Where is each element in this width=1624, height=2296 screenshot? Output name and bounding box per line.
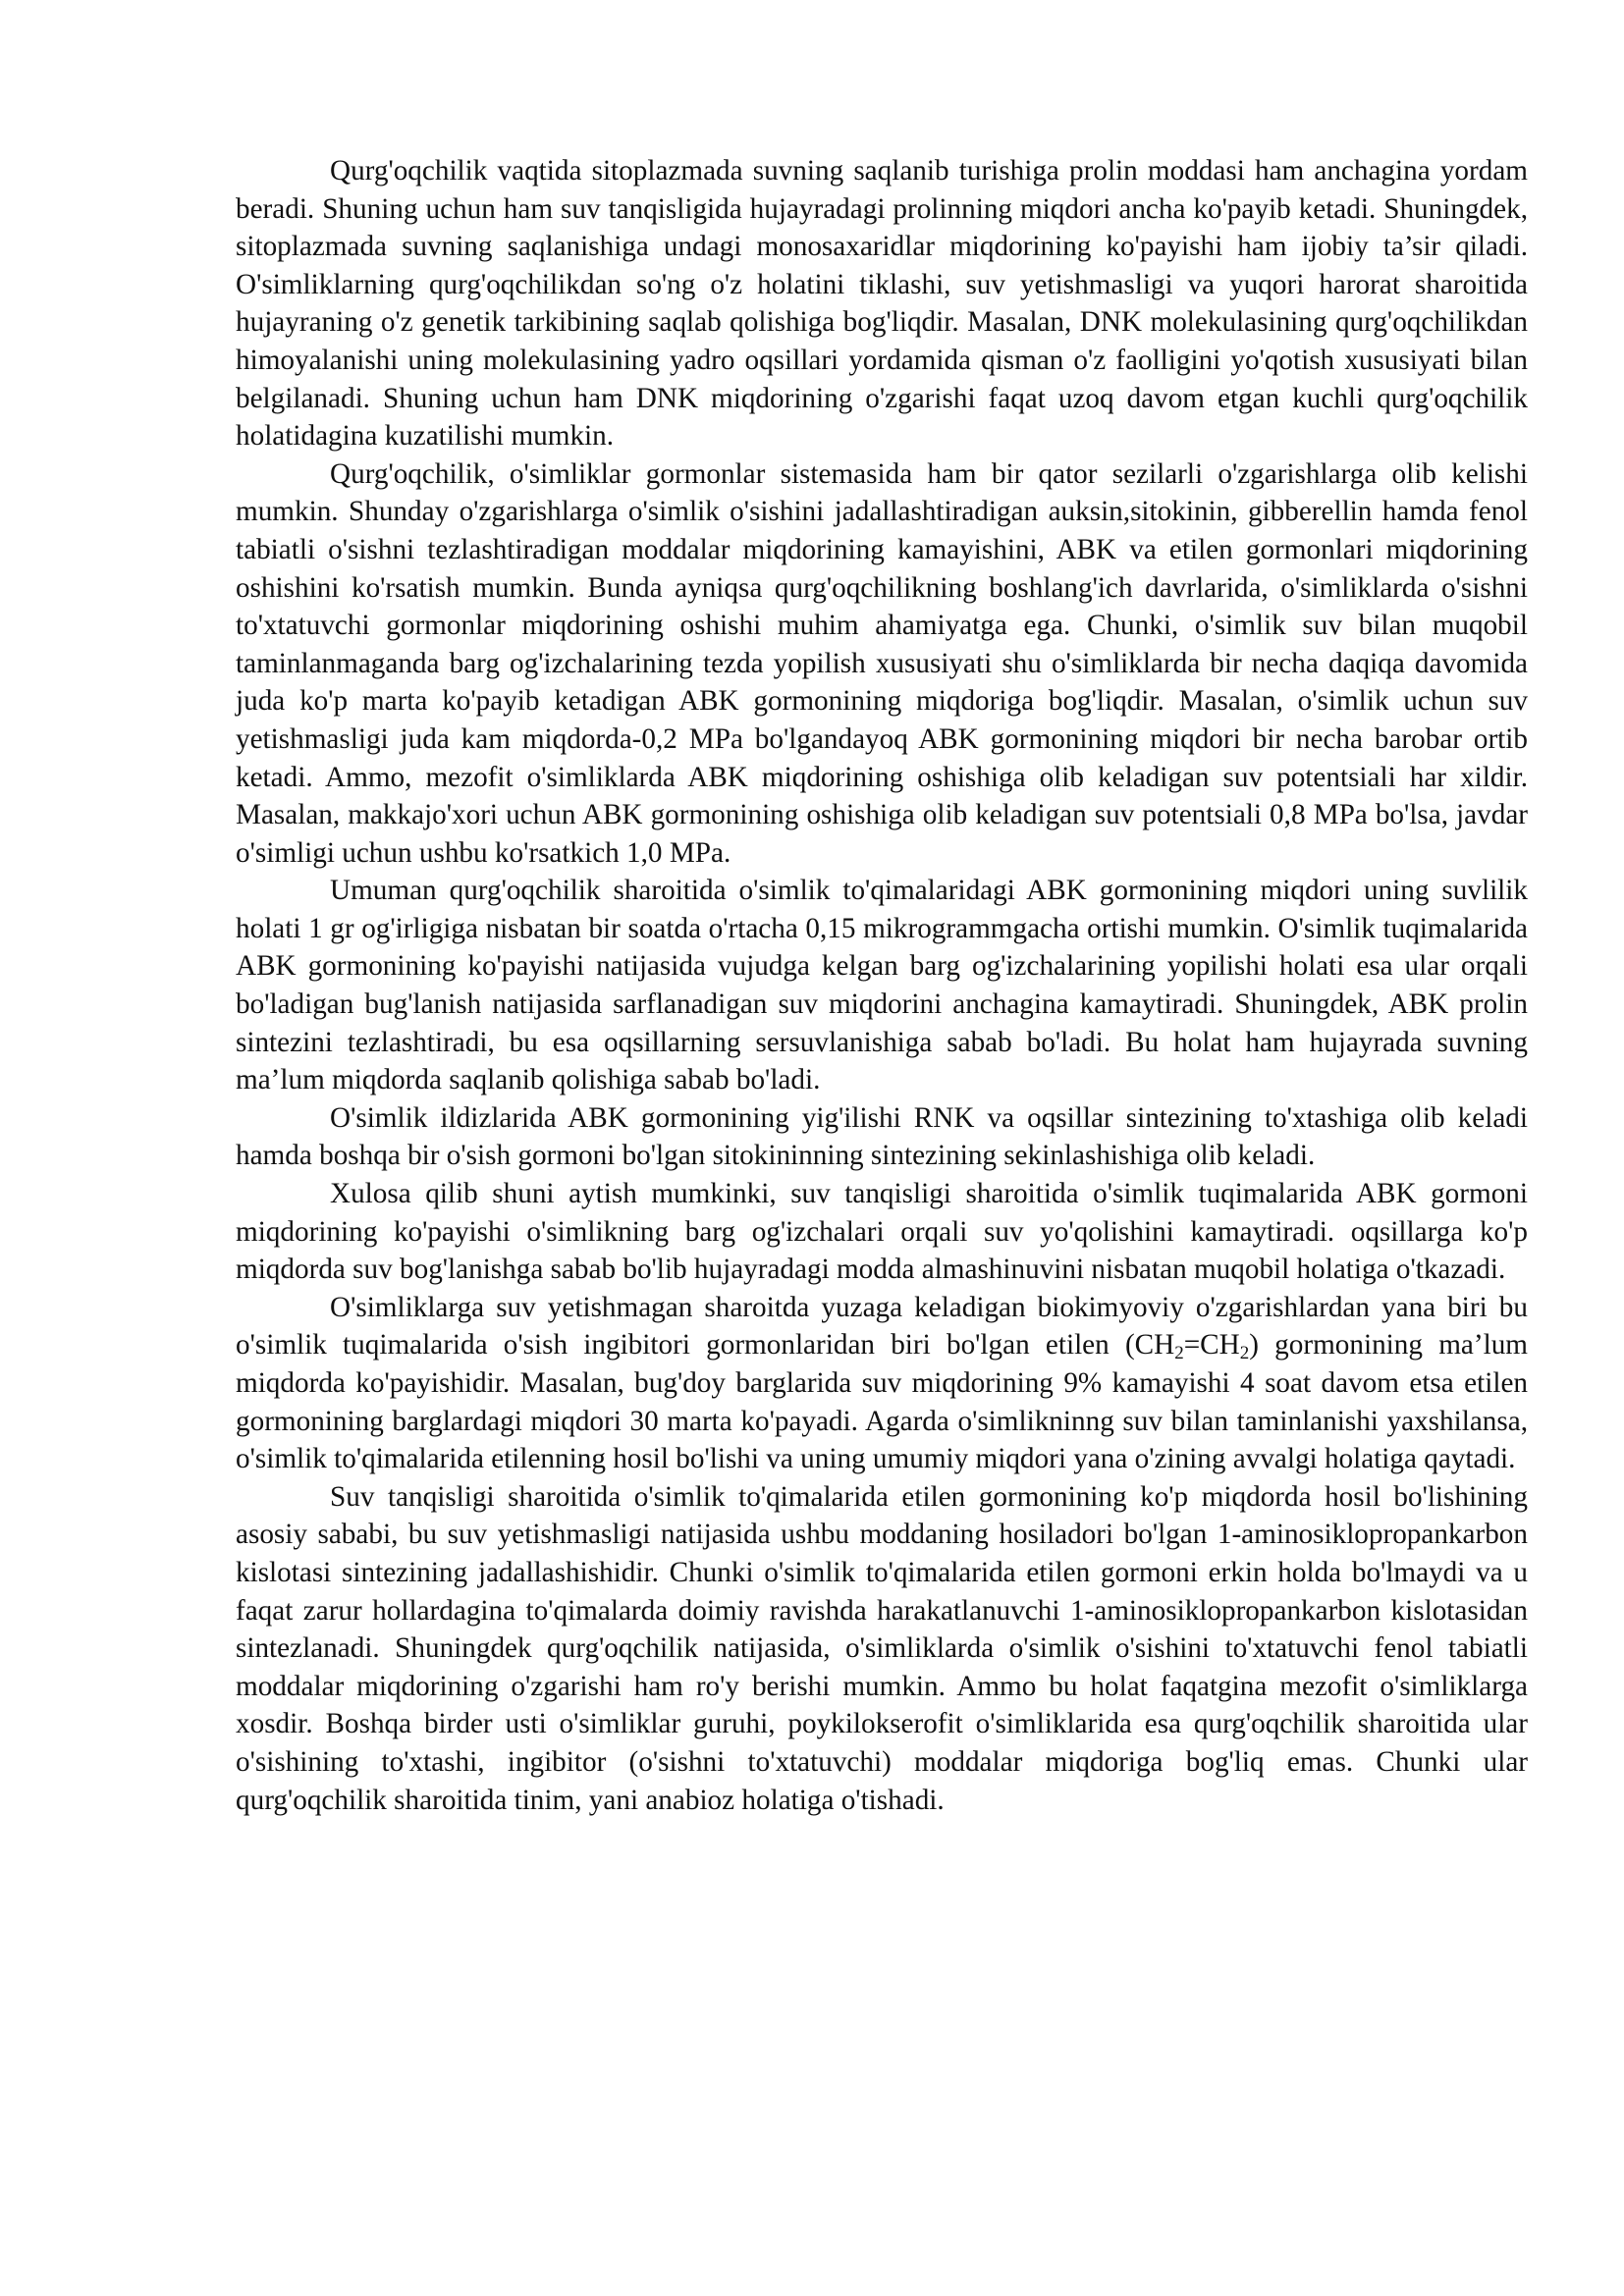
- paragraph-roots: O'simlik ildizlarida ABK gormonining yig'ilishi RNK va oqsillar sintezining to'xtashiga olib keladi hamda boshqa bir o'sish gormoni bo'lgan sitokininning sintezining sekinlashishiga olib keladi.: [236, 1101, 1528, 1172]
- formula-middle: =CH: [1183, 1329, 1240, 1362]
- paragraph-proline: Qurg'oqchilik vaqtida sitoplazmada suvning saqlanib turishiga prolin moddasi ham anchagina yordam beradi. Shuning uchun ham suv tanqisligida hujayradagi prolinning miqdori ancha ko'payib ketadi. Shuningdek, sitoplazmada suvning saqlanishiga undagi monosaxaridlar miqdorining ko'payishi ham ijobiy ta’sir qiladi. O'simliklarning qurg'oqchilikdan so'ng o'z holatini tiklashi, suv yetishmasligi va yuqori harorat sharoitida hujayraning o'z genetik tarkibining saqlab qolishiga bog'liqdir. Masalan, DNK molekulasining qurg'oqchilikdan himoyalanishi uning molekulasining yadro oqsillari yordamida qisman o'z faolligini yo'qotish xususiyati bilan belgilanadi. Shuning uchun ham DNK miqdorining o'zgarishi faqat uzoq davom etgan kuchli qurg'oqchilik holatidagina kuzatilishi mumkin.: [236, 155, 1528, 453]
- paragraph-ethylene: [236, 1289, 1528, 1478]
- document-page: [236, 152, 1528, 1819]
- paragraph-hormones: Qurg'oqchilik, o'simliklar gormonlar sistemasida ham bir qator sezilarli o'zgarishlarga olib kelishi mumkin. Shunday o'zgarishlarga o'simlik o'sishini jadallashtiradigan auksin,sitokinin, gibberellin hamda fenol tabiatli o'sishni tezlashtiradigan moddalar miqdorining kamayishini, ABK va etilen gormonlari miqdorining oshishini ko'rsatish mumkin. Bunda ayniqsa qurg'oqchilikning boshlang'ich davrlarida, o'simliklarda o'sishni to'xtatuvchi gormonlar miqdorining oshishi muhim ahamiyatga ega. Chunki, o'simlik suv bilan muqobil taminlanmaganda barg og'izchalarining tezda yopilish xususiyati shu o'simliklarda bir necha daqiqa davomida juda ko'p marta ko'payib ketadigan ABK gormonining miqdoriga bog'liqdir. Masalan, o'simlik uchun suv yetishmasligi juda kam miqdorda-0,2 MPa bo'lgandayoq ABK gormonining miqdori bir necha barobar ortib ketadi. Ammo, mezofit o'simliklarda ABK miqdorining oshishiga olib keladigan suv potentsiali har xildir. Masalan, makkajo'xori uchun ABK gormonining oshishiga olib keladigan suv potentsiali 0,8 MPa bo'lsa, javdar o'simligi uchun ushbu ko'rsatkich 1,0 MPa.: [236, 457, 1528, 869]
- paragraph-ethylene-cause: Suv tanqisligi sharoitida o'simlik to'qimalarida etilen gormonining ko'p miqdorda hosil bo'lishining asosiy sababi, bu suv yetishmasligi natijasida ushbu moddaning hosiladori bo'lgan 1-aminosiklopropankarbon kislotasi sintezining jadallashishidir. Chunki o'simlik to'qimalarida etilen gormoni erkin holda bo'lmaydi va u faqat zarur hollardagina to'qimalarda doimiy ravishda harakatlanuvchi 1-aminosiklopropankarbon kislotasidan sintezlanadi. Shuningdek qurg'oqchilik natijasida, o'simliklarda o'simlik o'sishini to'xtatuvchi fenol tabiatli moddalar miqdorining o'zgarishi ham ro'y berishi mumkin. Ammo bu holat faqatgina mezofit o'simliklarga xosdir. Boshqa birder usti o'simliklar guruhi, poykilokserofit o'simliklarida esa qurg'oqchilik sharoitida ular o'sishining to'xtashi, ingibitor (o'sishni to'xtatuvchi) moddalar miqdoriga bog'liq emas. Chunki ular qurg'oqchilik sharoitida tinim, yani anabioz holatiga o'tishadi.: [236, 1480, 1528, 1816]
- formula-subscript-2: 2: [1239, 1343, 1250, 1364]
- paragraph-abk-amount: Umuman qurg'oqchilik sharoitida o'simlik to'qimalaridagi ABK gormonining miqdori uning suvlilik holati 1 gr og'irligiga nisbatan bir soatda o'rtacha 0,15 mikrogrammgacha ortishi mumkin. O'simlik tuqimalarida ABK gormonining ko'payishi natijasida vujudga kelgan barg og'izchalarining yopilishi holati esa ular orqali bo'ladigan bug'lanish natijasida sarflanadigan suv miqdorini anchagina kamaytiradi. Shuningdek, ABK prolin sintezini tezlashtiradi, bu esa oqsillarning sersuvlanishiga sabab bo'ladi. Bu holat ham hujayrada suvning ma’lum miqdorda saqlanib qolishiga sabab bo'ladi.: [236, 875, 1528, 1096]
- ethylene-text-before: O'simliklarga suv yetishmagan sharoitda yuzaga keladigan biokimyoviy o'zgarishlardan yana biri bu o'simlik tuqimalarida o'sish ingibitori gormonlaridan biri bo'lgan etilen (CH: [236, 1291, 1528, 1362]
- ethylene-text-after: ) gormonining ma’lum miqdorda ko'payishidir. Masalan, bug'doy barglarida suv miqdorining 9% kamayishi 4 soat davom etsa etilen gormonining barglardagi miqdori 30 marta ko'payadi. Agarda o'simlikninng suv bilan taminlanishi yaxshilansa, o'simlik to'qimalarida etilenning hosil bo'lishi va uning umumiy miqdori yana o'zining avvalgi holatiga qaytadi.: [236, 1329, 1528, 1475]
- paragraph-conclusion: Xulosa qilib shuni aytish mumkinki, suv tanqisligi sharoitida o'simlik tuqimalarida ABK gormoni miqdorining ko'payishi o'simlikning barg og'izchalari orqali suv yo'qolishini kamaytiradi. oqsillarga ko'p miqdorda suv bog'lanishga sabab bo'lib hujayradagi modda almashinuvini nisbatan muqobil holatiga o'tkazadi.: [236, 1178, 1528, 1286]
- formula-subscript-1: 2: [1174, 1343, 1184, 1364]
